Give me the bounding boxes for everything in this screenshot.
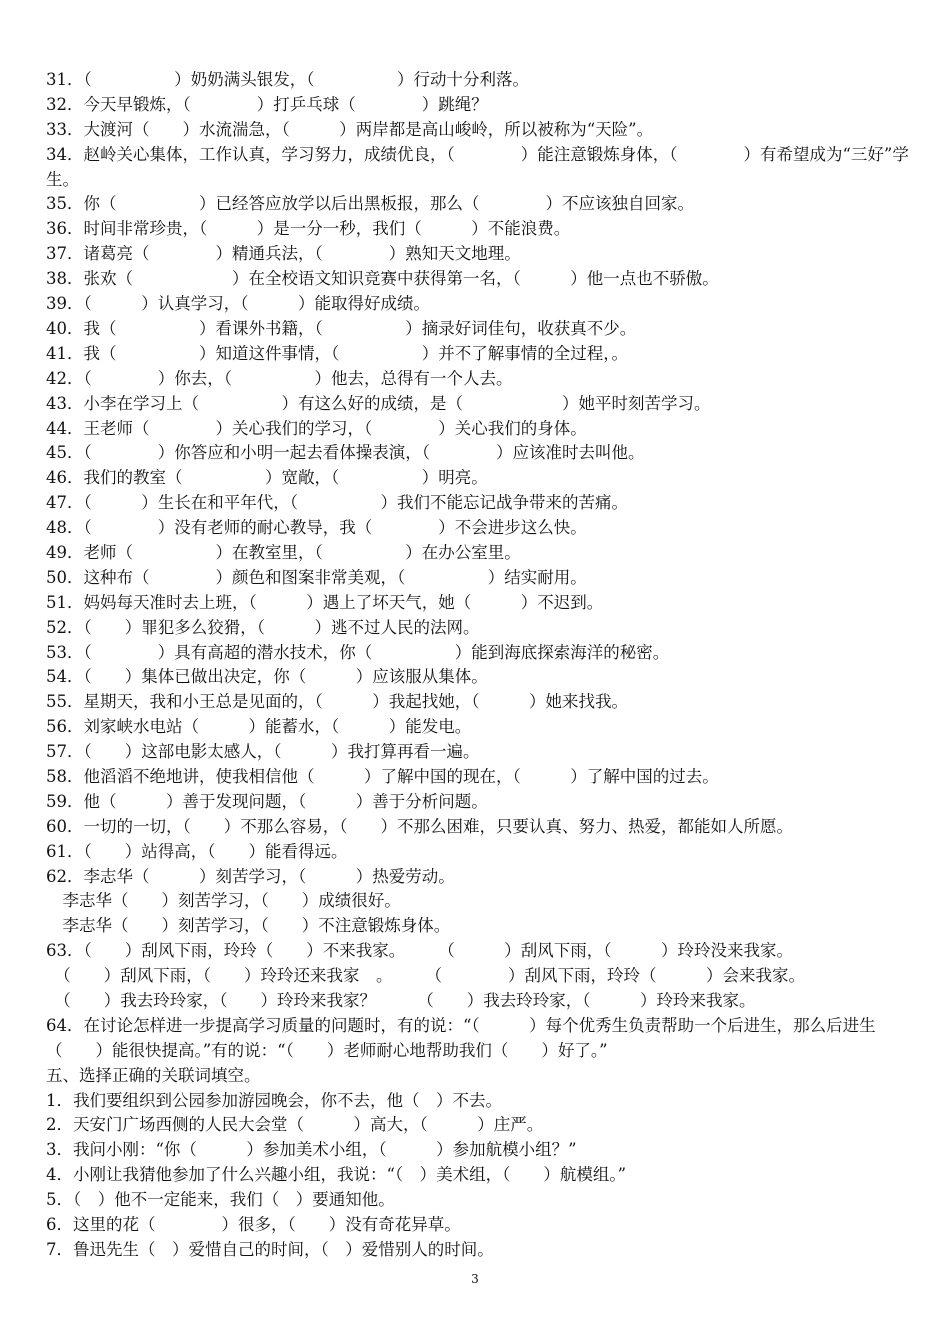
line-33: 33．大渡河（ ）水流湍急，（ ）两岸都是高山峻岭，所以被称为“天险”。 bbox=[46, 119, 654, 139]
line-63-c: （ ）我去玲玲家，（ ）玲玲来我家？ （ ）我去玲玲家，（ ）玲玲来我家。 bbox=[46, 990, 756, 1010]
line-47: 47．（ ）生长在和平年代，（ ）我们不能忘记战争带来的苦痛。 bbox=[46, 493, 628, 513]
page-number: 3 bbox=[471, 1272, 479, 1286]
line-36: 36．时间非常珍贵，（ ）是一分一秒，我们（ ）不能浪费。 bbox=[46, 219, 571, 239]
line-61: 61．（ ）站得高，（ ）能看得远。 bbox=[46, 841, 348, 861]
line-s5: 5．（ ）他不一定能来，我们（ ）要通知他。 bbox=[46, 1190, 395, 1210]
line-45: 45．（ ）你答应和小明一起去看体操表演，（ ）应该准时去叫他。 bbox=[46, 443, 645, 463]
line-51: 51．妈妈每天准时去上班，（ ）遇上了坏天气，她（ ）不迟到。 bbox=[46, 592, 604, 612]
line-48: 48．（ ）没有老师的耐心教导，我（ ）不会进步这么快。 bbox=[46, 518, 587, 538]
line-s3: 3．我问小刚：“你（ ）参加美术小组，（ ）参加航模小组？” bbox=[46, 1140, 577, 1160]
line-53: 53．（ ）具有高超的潜水技术，你（ ）能到海底探索海洋的秘密。 bbox=[46, 642, 670, 662]
line-60: 60．一切的一切，（ ）不那么容易，（ ）不那么困难，只要认真、努力、热爱，都能如人所愿。 bbox=[46, 816, 793, 836]
line-32: 32．今天早锻炼，（ ）打乒乓球（ ）跳绳？ bbox=[46, 94, 488, 114]
line-34: 34．赵岭关心集体，工作认真，学习努力，成绩优良，（ ）能注意锻炼身体，（ ）有希望成为“三好”学生。 bbox=[46, 144, 909, 189]
line-s7: 7．鲁迅先生（ ）爱惜自己的时间，（ ）爱惜别人的时间。 bbox=[46, 1239, 494, 1259]
line-s6: 6．这里的花（ ）很多，（ ）没有奇花异草。 bbox=[46, 1215, 461, 1235]
line-35: 35．你（ ）已经答应放学以后出黑板报，那么（ ）不应该独自回家。 bbox=[46, 194, 694, 214]
line-s2: 2．天安门广场西侧的人民大会堂（ ）高大，（ ）庄严。 bbox=[46, 1115, 544, 1135]
line-38: 38．张欢（ ）在全校语文知识竞赛中获得第一名，（ ）他一点也不骄傲。 bbox=[46, 269, 719, 289]
line-57: 57．（ ）这部电影太感人，（ ）我打算再看一遍。 bbox=[46, 742, 480, 762]
line-56: 56．刘家峡水电站（ ）能蓄水，（ ）能发电。 bbox=[46, 717, 472, 737]
section-heading: 五、选择正确的关联词填空。 bbox=[46, 1065, 261, 1085]
line-63: 63．（ ）刮风下雨，玲玲（ ）不来我家。 （ ）刮风下雨，（ ）玲玲没来我家。 bbox=[46, 941, 793, 961]
line-62: 62．李志华（ ）刻苦学习，（ ）热爱劳动。 bbox=[46, 866, 455, 886]
line-44: 44．王老师（ ）关心我们的学习，（ ）关心我们的身体。 bbox=[46, 418, 587, 438]
line-39: 39．（ ）认真学习，（ ）能取得好成绩。 bbox=[46, 294, 430, 314]
line-42: 42．（ ）你去，（ ）他去，总得有一个人去。 bbox=[46, 368, 513, 388]
line-55: 55．星期天，我和小王总是见面的，（ ）我起找她，（ ）她来找我。 bbox=[46, 692, 628, 712]
line-62-c: 李志华（ ）刻苦学习，（ ）不注意锻炼身体。 bbox=[46, 916, 451, 936]
line-s4: 4．小刚让我猜他参加了什么兴趣小组，我说：“（ ）美术组，（ ）航模组。” bbox=[46, 1165, 627, 1185]
line-52: 52．（ ）罪犯多么狡猾，（ ）逃不过人民的法网。 bbox=[46, 617, 480, 637]
line-s1: 1．我们要组织到公园参加游园晚会，你不去，他（ ）不去。 bbox=[46, 1090, 502, 1110]
line-50: 50．这种布（ ）颜色和图案非常美观，（ ）结实耐用。 bbox=[46, 567, 587, 587]
line-40: 40．我（ ）看课外书籍，（ ）摘录好词佳句，收获真不少。 bbox=[46, 318, 637, 338]
line-46: 46．我们的教室（ ）宽敞，（ ）明亮。 bbox=[46, 468, 488, 488]
exercise-list bbox=[46, 68, 926, 1263]
line-41: 41．我（ ）知道这件事情，（ ）并不了解事情的全过程，。 bbox=[46, 343, 628, 363]
line-59: 59．他（ ）善于发现问题，（ ）善于分析问题。 bbox=[46, 791, 488, 811]
line-37: 37．诸葛亮（ ）精通兵法，（ ）熟知天文地理。 bbox=[46, 244, 521, 264]
line-58: 58．他滔滔不绝地讲，使我相信他（ ）了解中国的现在，（ ）了解中国的过去。 bbox=[46, 766, 719, 786]
line-63-b: （ ）刮风下雨，（ ）玲玲还来我家 。 （ ）刮风下雨，玲玲（ ）会来我家。 bbox=[46, 966, 805, 986]
line-49: 49．老师（ ）在教室里，（ ）在办公室里。 bbox=[46, 542, 521, 562]
line-31: 31．（ ）奶奶满头银发，（ ）行动十分利落。 bbox=[46, 70, 529, 89]
line-62-b: 李志华（ ）刻苦学习，（ ）成绩很好。 bbox=[46, 891, 401, 911]
line-64: 64．在讨论怎样进一步提高学习质量的问题时，有的说：“（ ）每个优秀生负责帮助一个后进生，那么后进生（ ）能很快提高。”有的说：“（ ）老师耐心地帮助我们（ ）好了。” bbox=[46, 1015, 876, 1060]
line-54: 54．（ ）集体已做出决定，你（ ）应该服从集体。 bbox=[46, 667, 488, 687]
line-43: 43．小李在学习上（ ）有这么好的成绩，是（ ）她平时刻苦学习。 bbox=[46, 393, 711, 413]
